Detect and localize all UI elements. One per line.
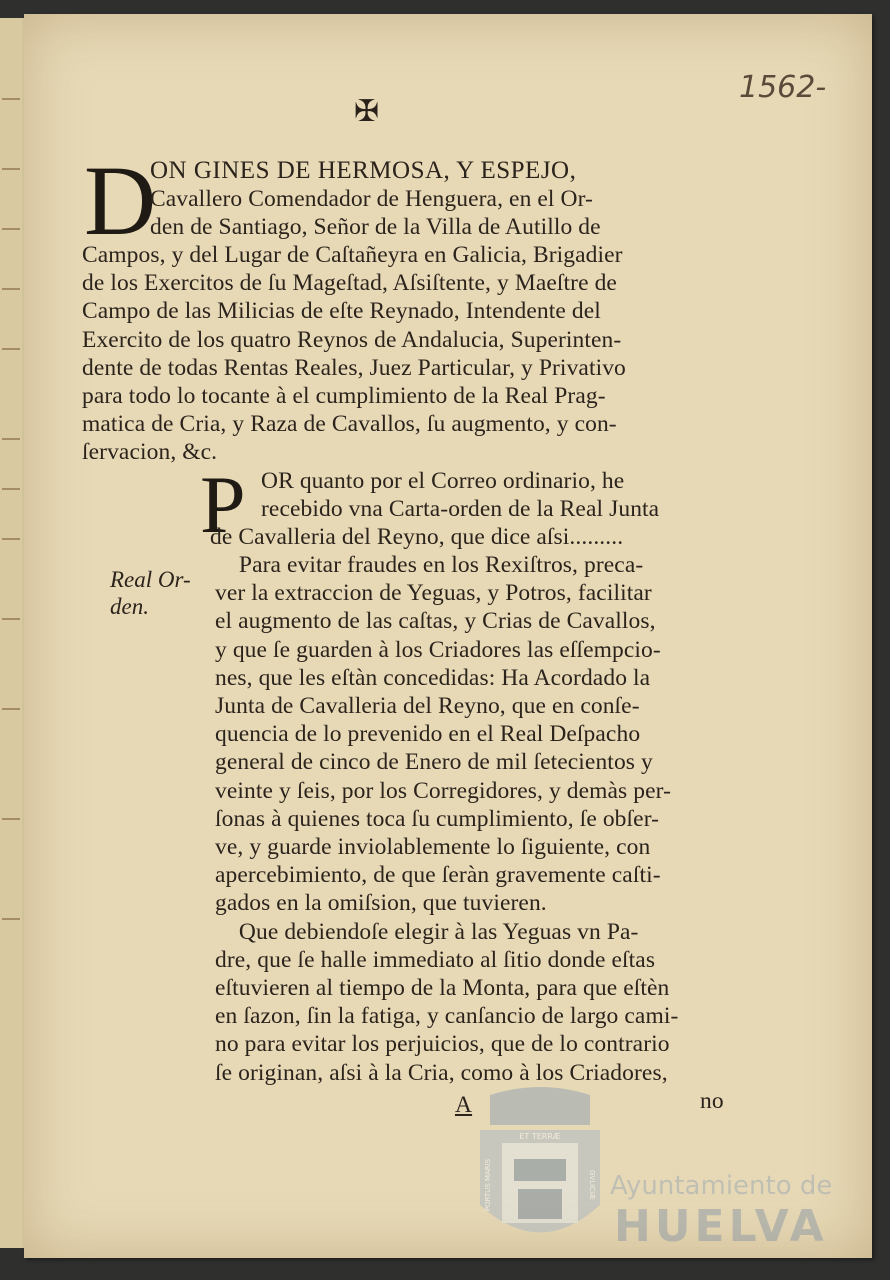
intro-indented-lines: Cavallero Comendador de Henguera, en el Or- den de Santiago, Señor de la Villa de Autillo de <box>150 186 601 241</box>
cross-icon: ✠ <box>354 94 380 129</box>
order-dropcap: P <box>200 459 246 550</box>
body-text: Para evitar fraudes en los Rexiſtros, preca- ver la extraccion de Yeguas, y Potros, facilitar el augmento de las caſtas, y Crias de Cavallos, y que ſe guarden à los Criadores las eſſempcio- nes, que les eſtàn concedidas: Ha Acordado la Junta de Cavalleria del Reyno, que en conſe- quencia de lo prevenido en el Real Deſpacho general de cinco de Enero de mil ſetecientos y veinte y ſeis, por los Corregidores, y demàs per- ſonas à quienes toca ſu cumplimiento, ſe obſer- ve, y guarde inviolablemente lo ſiguiente, con apercebimiento, de que ſeràn gravemente caſti- gados en la omiſsion, que tuvieren. Que debiendoſe elegir à las Yeguas vn Pa- dre, que ſe halle immediato al ſitio donde eſtas eſtuvieren al tiempo de la Monta, para que eſtèn en ſazon, ſin la fatiga, y canſancio de largo cami- no para evitar los perjuicios, que de lo contrario ſe originan, aſsi à la Cria, como à los Criadores, <box>215 552 679 1086</box>
watermark-right-band: GVLICIÆ <box>588 1170 596 1200</box>
order-after-line: de Cavalleria del Reyno, que dice aſsi......... <box>210 524 624 550</box>
intro-full-lines: Campos, y del Lugar de Caſtañeyra en Galicia, Brigadier de los Exercitos de ſu Mageſtad, Aſsiſtente, y Maeſtre de Campo de las Milicias de eſte Reynado, Intendente del Exercito de los quatro Reynos de Andalucia, Superinten- dente de todas Rentas Reales, Juez Particular, y Privativo para todo lo tocante à el cumplimiento de la Real Prag- matica de Cria, y Raza de Cavallos, ſu augmento, y con- ſervacion, &c. <box>82 242 626 466</box>
watermark-motto: ET TERRÆ <box>519 1132 561 1141</box>
watermark <box>470 1085 850 1255</box>
signature-mark: A <box>455 1092 473 1118</box>
previous-page-edge <box>0 18 26 1248</box>
order-indented-lines: OR quanto por el Correo ordinario, he recebido vna Carta-orden de la Real Junta <box>261 468 660 523</box>
coat-of-arms-icon <box>470 1085 610 1255</box>
watermark-line1: Ayuntamiento de <box>610 1171 833 1201</box>
margin-note: Real Or- den. <box>110 567 191 619</box>
intro-title-line: ON GINES DE HERMOSA, Y ESPEJO, <box>150 157 577 184</box>
watermark-line2: HUELVA <box>614 1201 828 1252</box>
intro-dropcap: D <box>84 145 157 256</box>
document-page <box>24 14 872 1258</box>
folio-number: 1562- <box>739 70 827 105</box>
watermark-left-band: PORTUS MARIS <box>484 1158 492 1212</box>
catchword: no <box>700 1088 724 1114</box>
